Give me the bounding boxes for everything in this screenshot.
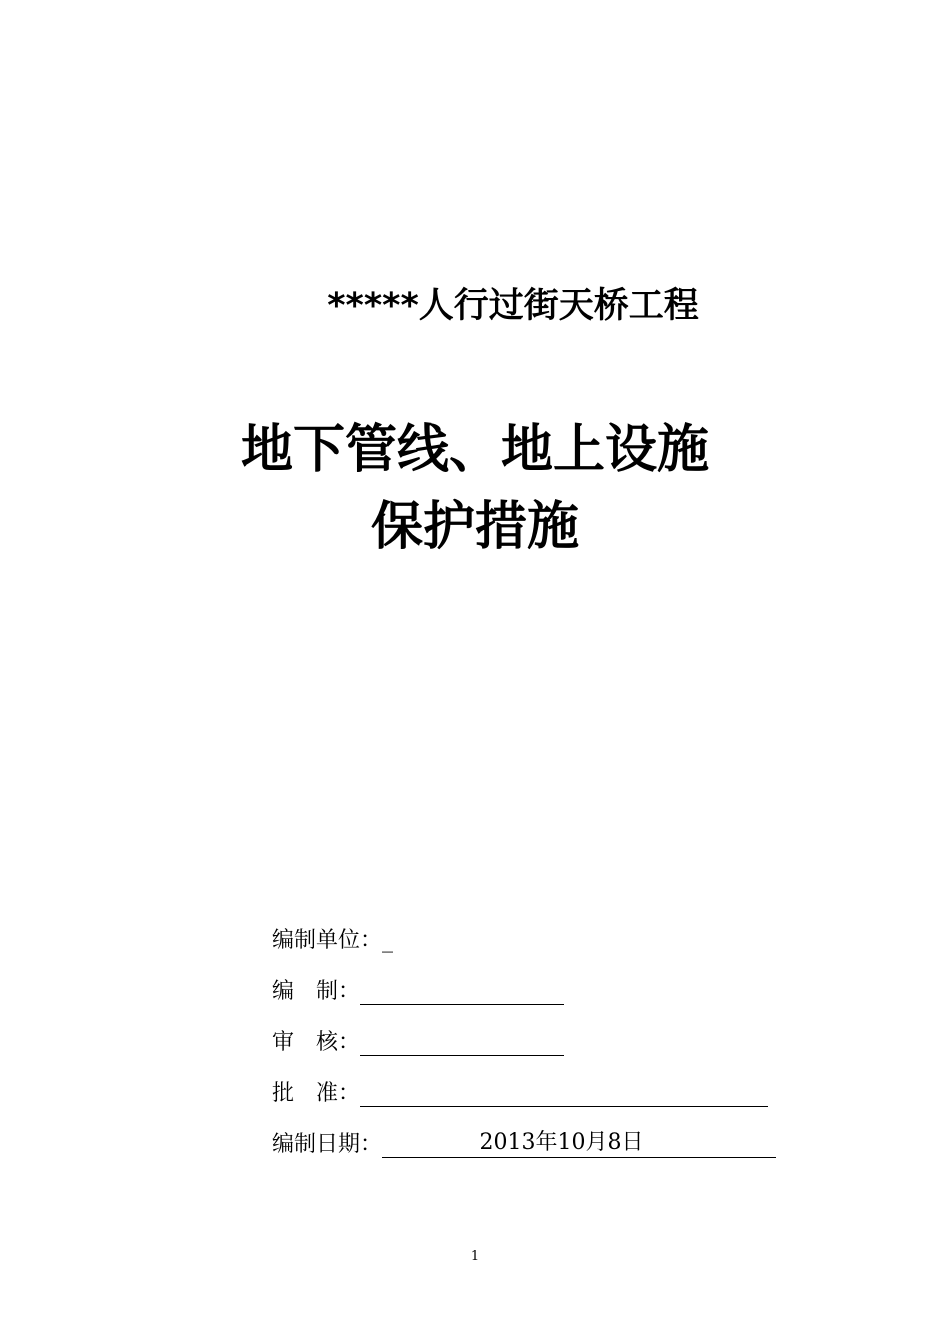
main-title-line1: 地下管线、地上设施 (240, 419, 709, 480)
reviewer-signature-line[interactable] (360, 1029, 564, 1056)
approver-row (272, 1056, 832, 1107)
project-title-text: *****人行过街天桥工程 (327, 286, 699, 326)
date-field[interactable] (382, 1125, 776, 1158)
editor-signature-line[interactable] (360, 978, 564, 1005)
main-title-line2: 保护措施 (370, 496, 579, 557)
approver-signature-line[interactable] (360, 1080, 768, 1107)
project-title (0, 278, 950, 328)
approver-label: 批 准： (272, 1081, 361, 1106)
reviewer-row (272, 1005, 832, 1056)
date-row (272, 1107, 832, 1158)
date-label: 编制日期： (272, 1132, 383, 1157)
unit-row (272, 903, 832, 954)
reviewer-label: 审 核： (272, 1030, 361, 1055)
info-block (272, 903, 832, 1158)
page-number: 1 (470, 1249, 480, 1264)
editor-label: 编 制： (272, 979, 361, 1004)
date-value: 2013年10月8日 (479, 1130, 644, 1155)
editor-row (272, 954, 832, 1005)
unit-label: 编制单位：_ (272, 928, 394, 953)
